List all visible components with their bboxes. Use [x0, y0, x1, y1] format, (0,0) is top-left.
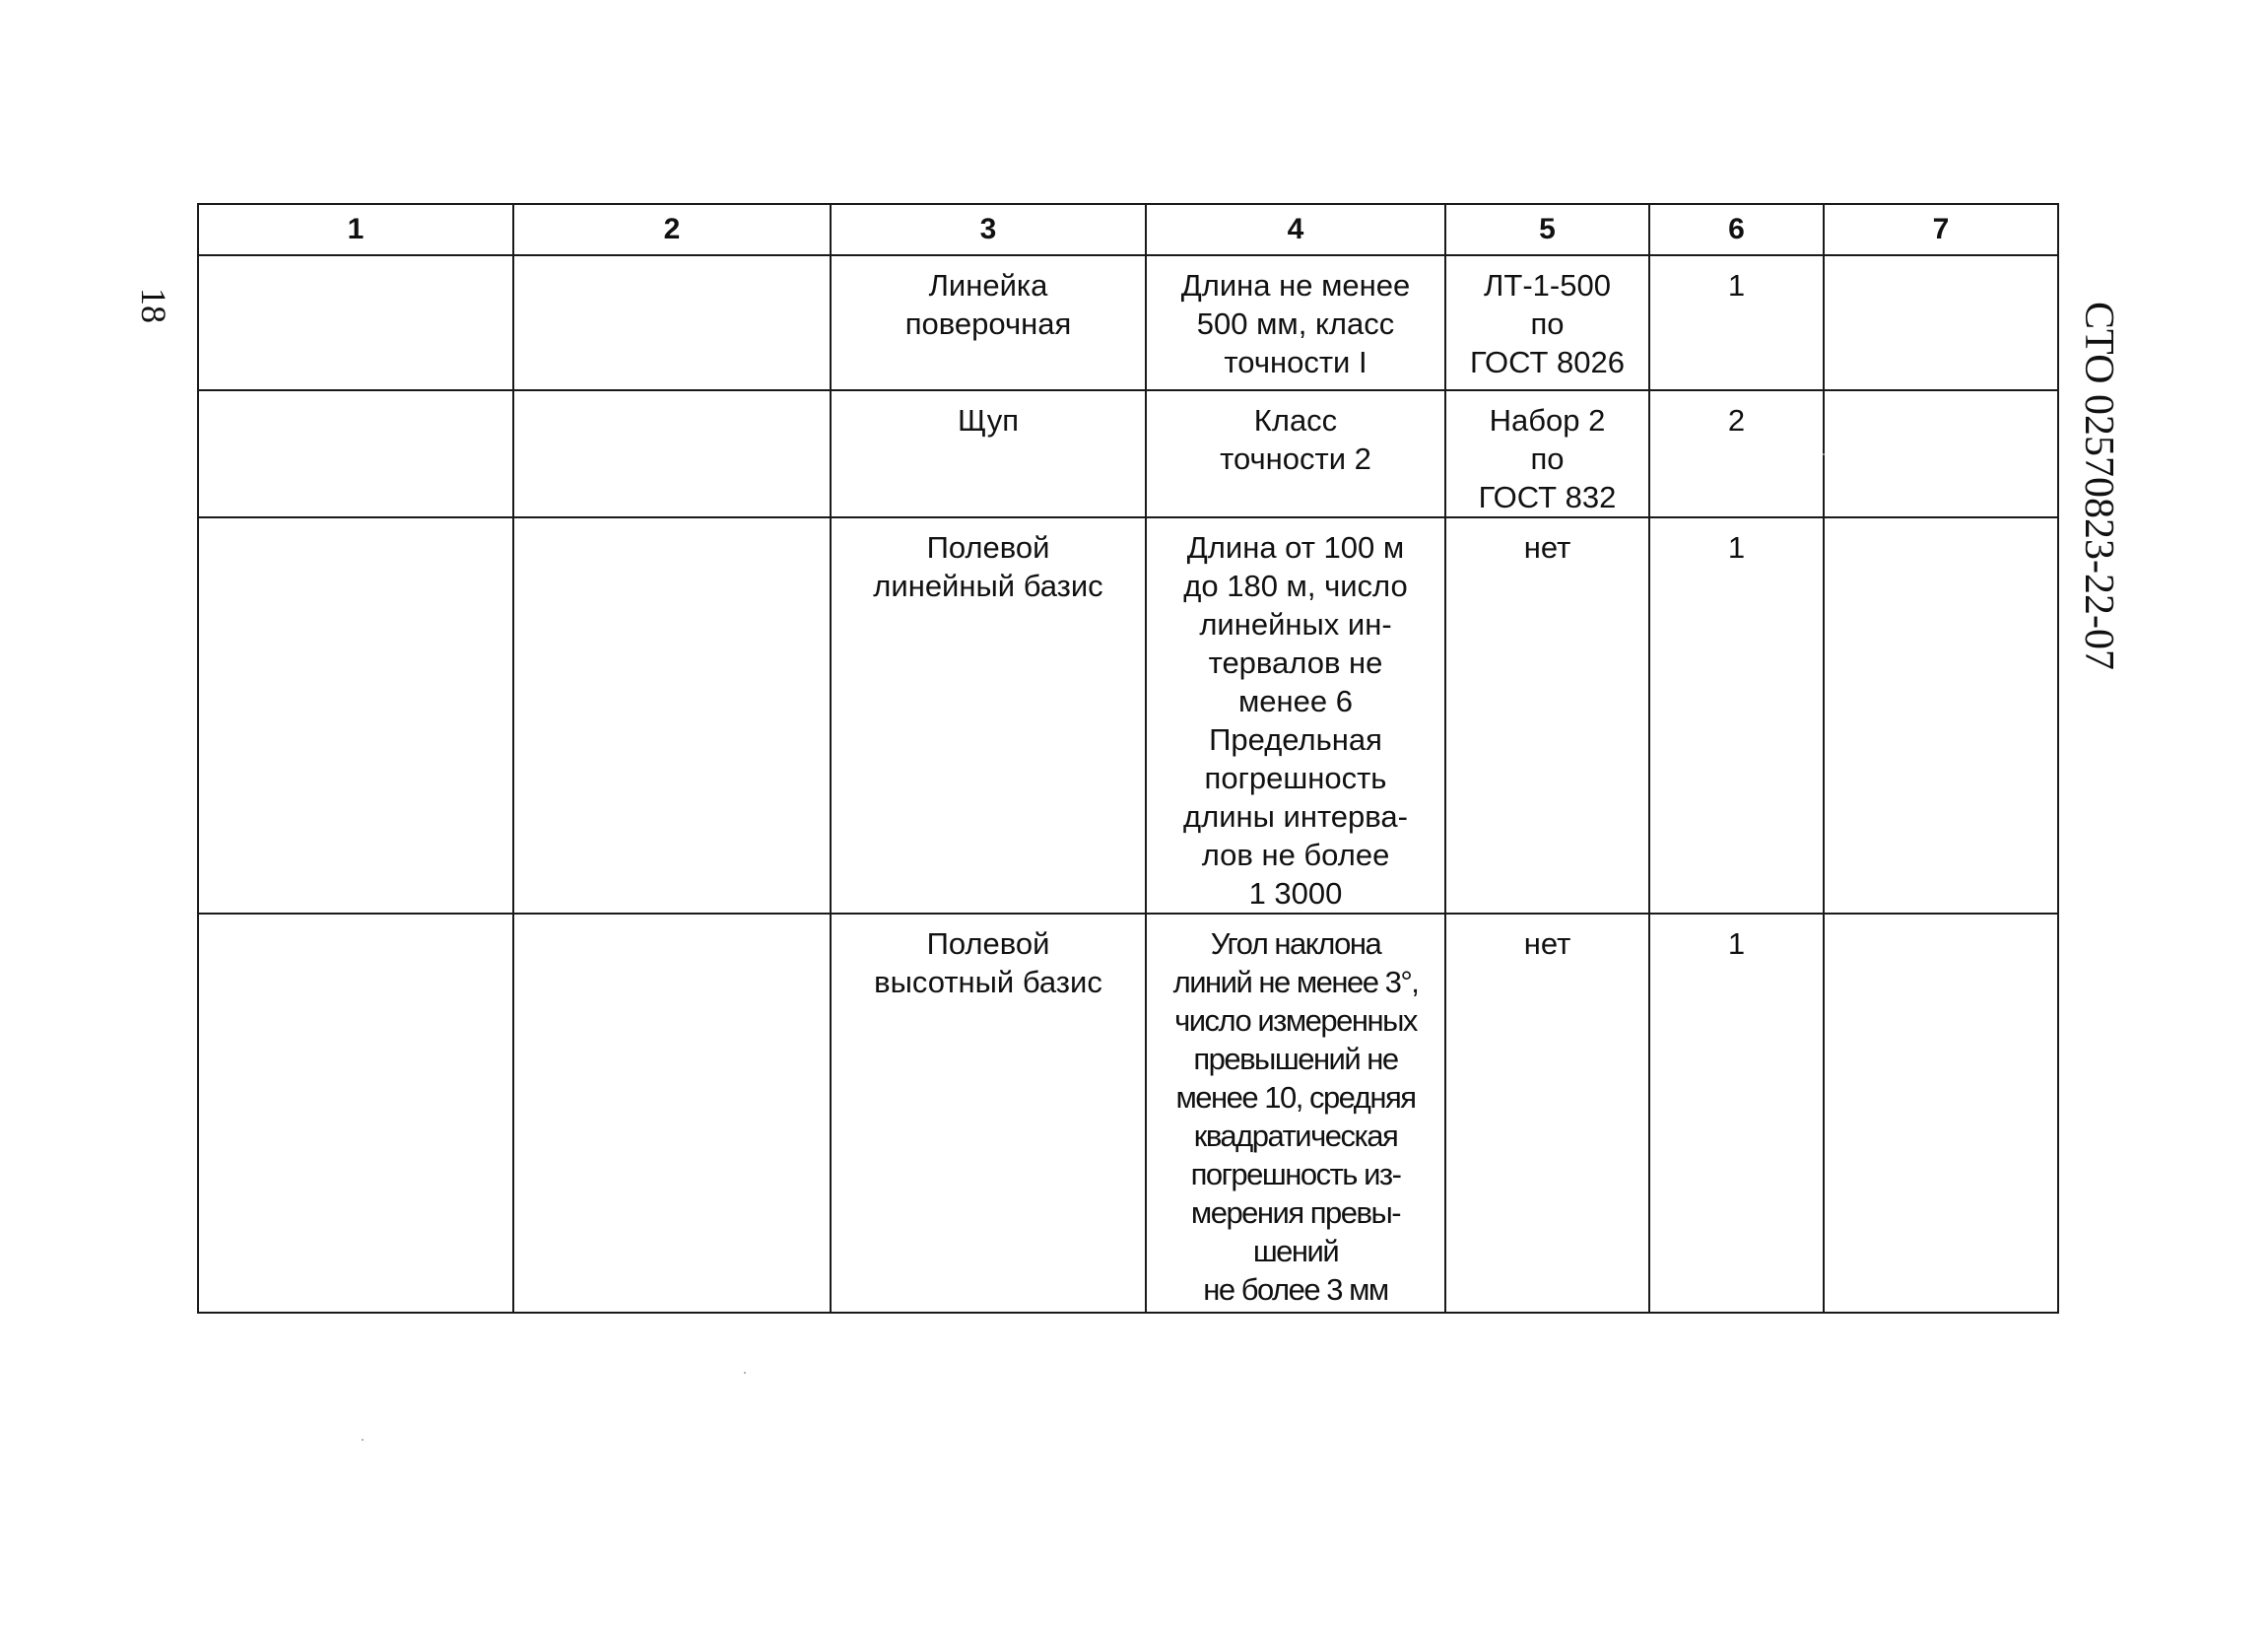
scan-speck	[744, 1372, 746, 1374]
table-cell-col7	[1824, 255, 2058, 390]
scan-speck	[362, 1439, 364, 1441]
table-row	[198, 390, 2058, 517]
table-cell-type: Набор 2 по ГОСТ 832	[1445, 390, 1649, 517]
table-cell-name: Полевой высотный базис	[831, 914, 1146, 1313]
table-cell-type: ЛТ-1-500 по ГОСТ 8026	[1445, 255, 1649, 390]
equipment-table	[197, 203, 2059, 1314]
table-cell-name: Полевой линейный базис	[831, 517, 1146, 914]
table-cell-spec: Длина не менее 500 мм, класс точности I	[1146, 255, 1445, 390]
table-row	[198, 914, 2058, 1313]
table-cell-col2	[513, 914, 831, 1313]
table-cell-type: нет	[1445, 914, 1649, 1313]
table-cell-col2	[513, 390, 831, 517]
table-cell-quantity: 2	[1649, 390, 1824, 517]
table-cell-quantity: 1	[1649, 255, 1824, 390]
column-header-4: 4	[1146, 204, 1445, 255]
column-header-5: 5	[1445, 204, 1649, 255]
table-row	[198, 255, 2058, 390]
page-number: 18	[134, 288, 173, 323]
column-header-1: 1	[198, 204, 513, 255]
table-cell-quantity: 1	[1649, 517, 1824, 914]
table-cell-type: нет	[1445, 517, 1649, 914]
table-cell-name: Щуп	[831, 390, 1146, 517]
table-cell-spec: Длина от 100 м до 180 м, число линейных ин- тервалов не менее 6 Предельная погрешность длины интерва- лов не более 1 3000	[1146, 517, 1445, 914]
table-cell-col1	[198, 914, 513, 1313]
scan-speck	[1823, 453, 1825, 455]
table-cell-col2	[513, 255, 831, 390]
column-header-6: 6	[1649, 204, 1824, 255]
column-header-3: 3	[831, 204, 1146, 255]
table-row	[198, 517, 2058, 914]
table-cell-col7	[1824, 517, 2058, 914]
table-cell-spec: Класс точности 2	[1146, 390, 1445, 517]
table-cell-quantity: 1	[1649, 914, 1824, 1313]
table-cell-col7	[1824, 914, 2058, 1313]
table-cell-col1	[198, 517, 513, 914]
table-cell-col2	[513, 517, 831, 914]
column-header-7: 7	[1824, 204, 2058, 255]
table-header-row	[198, 204, 2058, 255]
column-header-2: 2	[513, 204, 831, 255]
table-cell-col7	[1824, 390, 2058, 517]
table-cell-col1	[198, 255, 513, 390]
table-cell-spec: Угол наклона линий не менее 3°, число измеренных превышений не менее 10, средняя квадратическая погрешность из- мерения превы- шений не более 3 мм	[1146, 914, 1445, 1313]
document-code: СТО 02570823-22-07	[2076, 302, 2121, 670]
table-cell-col1	[198, 390, 513, 517]
table-cell-name: Линейка поверочная	[831, 255, 1146, 390]
